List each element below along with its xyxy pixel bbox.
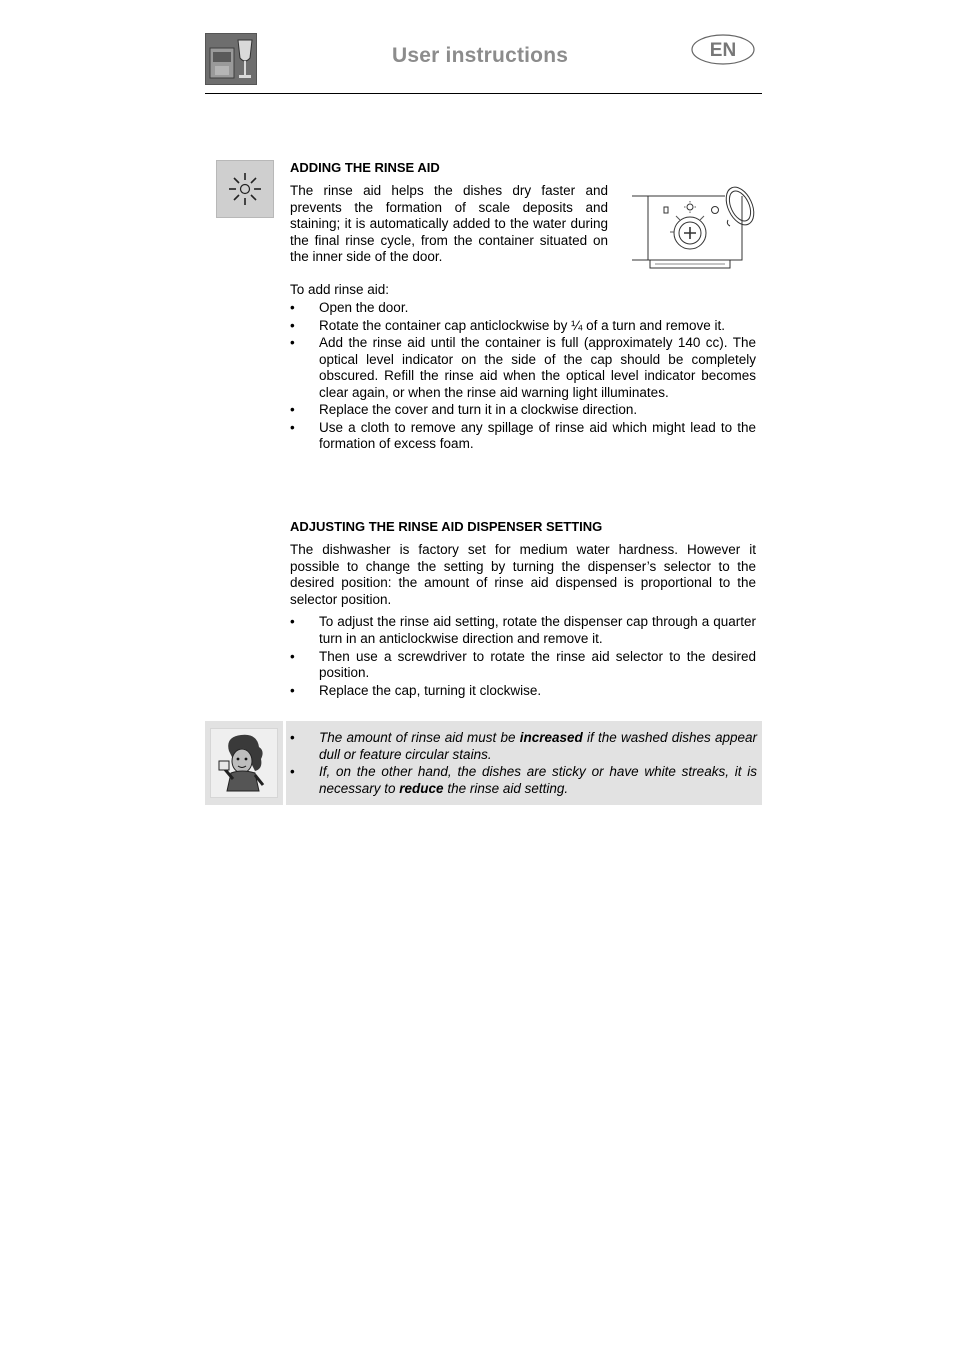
rinse-aid-dispenser-illustration xyxy=(630,180,760,272)
language-badge-text: EN xyxy=(709,40,737,61)
section-heading-adjusting-dispenser: ADJUSTING THE RINSE AID DISPENSER SETTING xyxy=(290,519,603,534)
list-item: • Replace the cover and turn it in a clockwise direction. xyxy=(290,402,756,419)
tip-list xyxy=(290,730,757,798)
list-item: • To adjust the rinse aid setting, rotate the dispenser cap through a quarter turn in an anticlockwise direction and remove it. xyxy=(290,614,756,647)
list-item: • Add the rinse aid until the container is full (approximately 140 cc). The optical level indicator on the side of the cap should be completely obscured. Refill the rinse aid when the optical level indicator becomes clear again, or when the rinse aid warning light illuminates. xyxy=(290,335,756,401)
list-item: • Rotate the container cap anticlockwise by ¼ of a turn and remove it. xyxy=(290,318,756,335)
page-title: User instructions xyxy=(392,44,569,67)
tip-box xyxy=(205,721,762,805)
list-item: • Use a cloth to remove any spillage of rinse aid which might lead to the formation of excess foam. xyxy=(290,420,756,453)
dishwasher-glass-icon xyxy=(205,33,257,85)
tip-text: If, on the other hand, the dishes are sticky or have white streaks, it is necessary to xyxy=(319,764,757,796)
cartoon-woman-hint-icon xyxy=(210,728,278,798)
add-rinse-aid-steps xyxy=(290,300,756,453)
dispenser-setting-intro-text: The dishwasher is factory set for medium water hardness. However it possible to change the setting by turning the dispenser’s selector to the desired position: the amount of rinse aid dispensed is proportional to the selector position. xyxy=(290,542,756,607)
language-badge xyxy=(691,34,755,65)
tip-icon-cell xyxy=(205,721,283,805)
tip-emphasis-increased: increased xyxy=(519,730,583,745)
tip-emphasis-reduce: reduce xyxy=(399,780,444,796)
section-heading-adding-rinse-aid: ADDING THE RINSE AID xyxy=(290,160,440,175)
tip-text: the rinse aid setting. xyxy=(443,780,569,796)
list-item: • Open the door. xyxy=(290,300,756,317)
add-rinse-aid-subheading: To add rinse aid: xyxy=(290,282,390,297)
tip-text: if the washed dishes appear dull or feature circular stains. xyxy=(319,730,757,762)
list-item: • Then use a screwdriver to rotate the rinse aid selector to the desired position. xyxy=(290,649,756,682)
dispenser-setting-steps xyxy=(290,614,756,700)
rinse-aid-intro-text: The rinse aid helps the dishes dry faster and prevents the formation of scale deposits and staining; it is automatically added to the water during the final rinse cycle, from the container situated on the inner side of the door. xyxy=(290,183,608,264)
tip-item-increase xyxy=(290,730,757,763)
rinse-aid-sun-icon xyxy=(216,160,274,218)
list-item: • Replace the cap, turning it clockwise. xyxy=(290,683,756,700)
tip-text-cell xyxy=(286,721,762,805)
tip-item-reduce xyxy=(290,764,757,797)
tip-text: The amount of rinse aid must be xyxy=(319,730,520,745)
header-divider xyxy=(205,93,762,94)
